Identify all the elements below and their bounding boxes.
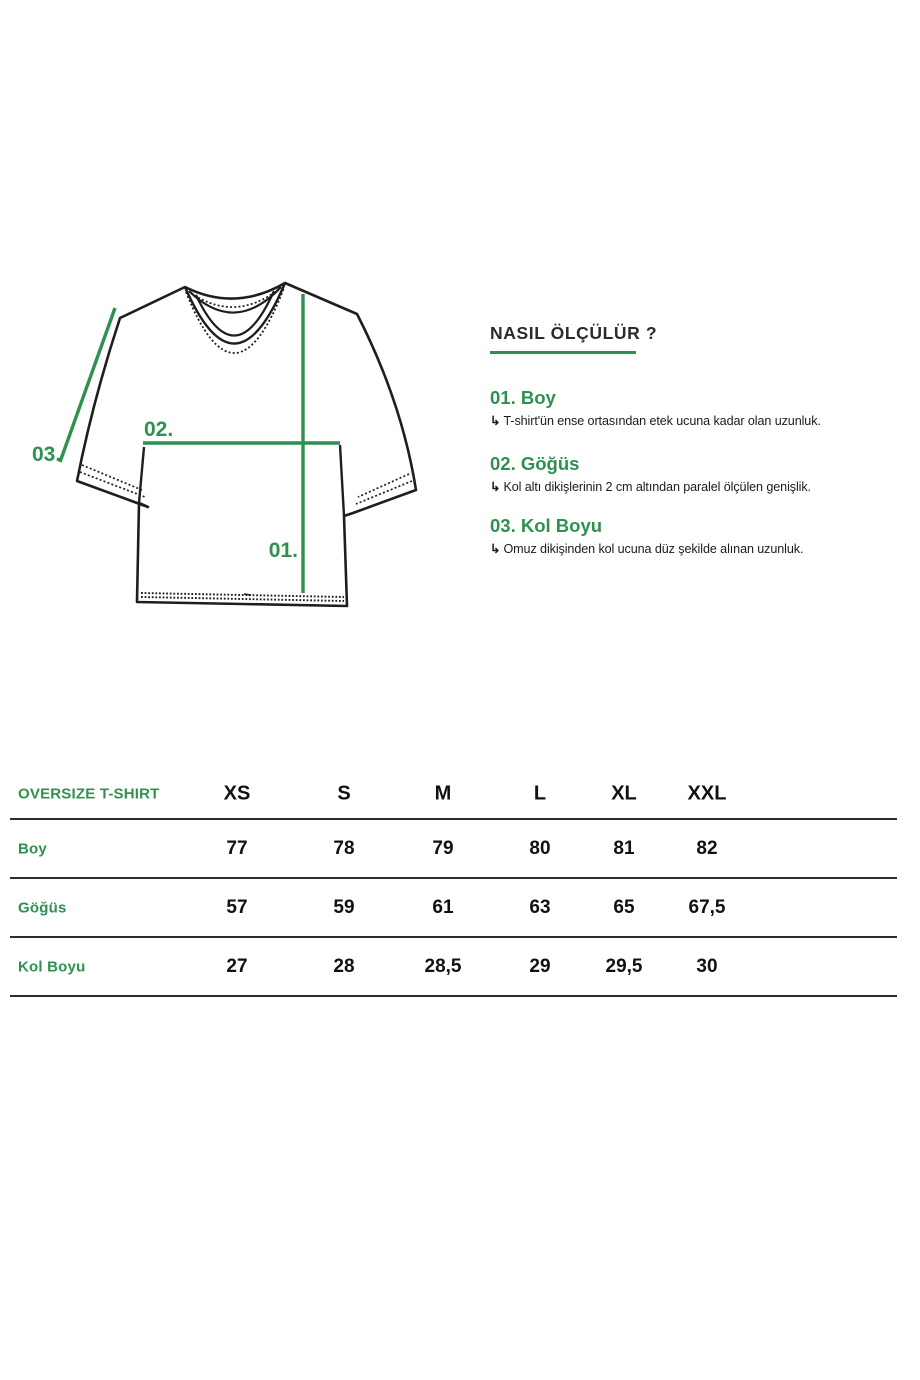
cell-value: 30 bbox=[696, 955, 718, 977]
tshirt-measurement-diagram bbox=[20, 250, 480, 650]
section-description-text: Kol altı dikişlerinin 2 cm altından paralel ölçülen genişlik. bbox=[503, 480, 811, 494]
return-arrow-icon: ↳ bbox=[490, 480, 501, 494]
cell-value: 81 bbox=[613, 837, 635, 859]
measure-section-boy bbox=[490, 386, 910, 430]
table-row-boy bbox=[10, 820, 897, 879]
size-col-l: L bbox=[533, 782, 547, 805]
section-description bbox=[490, 478, 910, 496]
section-description bbox=[490, 540, 910, 558]
section-description-text: Omuz dikişinden kol ucuna düz şekilde alınan uzunluk. bbox=[503, 542, 804, 556]
cell-value: 57 bbox=[226, 896, 248, 918]
section-heading: 01. Boy bbox=[490, 387, 556, 408]
measure-section-gogus bbox=[490, 452, 910, 496]
return-arrow-icon: ↳ bbox=[490, 542, 501, 556]
size-table-header-row bbox=[10, 770, 897, 820]
cell-value: 78 bbox=[333, 837, 355, 859]
section-description bbox=[490, 412, 910, 430]
return-arrow-icon: ↳ bbox=[490, 414, 501, 428]
row-label: Boy bbox=[18, 840, 47, 857]
row-label: Göğüs bbox=[18, 899, 67, 916]
cell-value: 80 bbox=[529, 837, 551, 859]
measure-label-02: 02. bbox=[144, 418, 174, 441]
section-description-text: T-shirt'ün ense ortasından etek ucuna kadar olan uzunluk. bbox=[503, 414, 821, 428]
size-table bbox=[10, 770, 897, 997]
product-label: OVERSIZE T-SHIRT bbox=[18, 785, 160, 803]
how-to-measure-title: NASIL ÖLÇÜLÜR ? bbox=[490, 323, 658, 343]
cell-value: 65 bbox=[613, 896, 635, 918]
section-heading: 02. Göğüs bbox=[490, 453, 580, 474]
cell-value: 63 bbox=[529, 896, 551, 918]
brand-tag-mark bbox=[244, 594, 251, 595]
table-row-gogus bbox=[10, 879, 897, 938]
cell-value: 67,5 bbox=[688, 896, 726, 918]
size-col-xl: XL bbox=[611, 782, 637, 805]
cell-value: 77 bbox=[226, 837, 248, 859]
how-to-measure-panel bbox=[490, 322, 910, 558]
size-col-xxl: XXL bbox=[687, 782, 727, 805]
cell-value: 61 bbox=[432, 896, 454, 918]
table-row-kol-boyu bbox=[10, 938, 897, 997]
measure-label-03: 03. bbox=[32, 443, 62, 466]
cell-value: 29,5 bbox=[605, 955, 643, 977]
cell-value: 28,5 bbox=[424, 955, 462, 977]
cell-value: 29 bbox=[529, 955, 551, 977]
cell-value: 28 bbox=[333, 955, 355, 977]
measure-label-01: 01. bbox=[268, 539, 298, 562]
section-heading: 03. Kol Boyu bbox=[490, 515, 603, 536]
size-col-xs: XS bbox=[223, 782, 251, 805]
row-label: Kol Boyu bbox=[18, 958, 86, 975]
title-underline bbox=[490, 351, 636, 354]
size-col-s: S bbox=[337, 782, 351, 805]
cell-value: 59 bbox=[333, 896, 355, 918]
cell-value: 82 bbox=[696, 837, 718, 859]
measure-section-kol-boyu bbox=[490, 514, 910, 558]
size-col-m: M bbox=[434, 782, 452, 805]
tshirt-diagram-svg bbox=[20, 250, 480, 650]
cell-value: 79 bbox=[432, 837, 454, 859]
cell-value: 27 bbox=[226, 955, 248, 977]
